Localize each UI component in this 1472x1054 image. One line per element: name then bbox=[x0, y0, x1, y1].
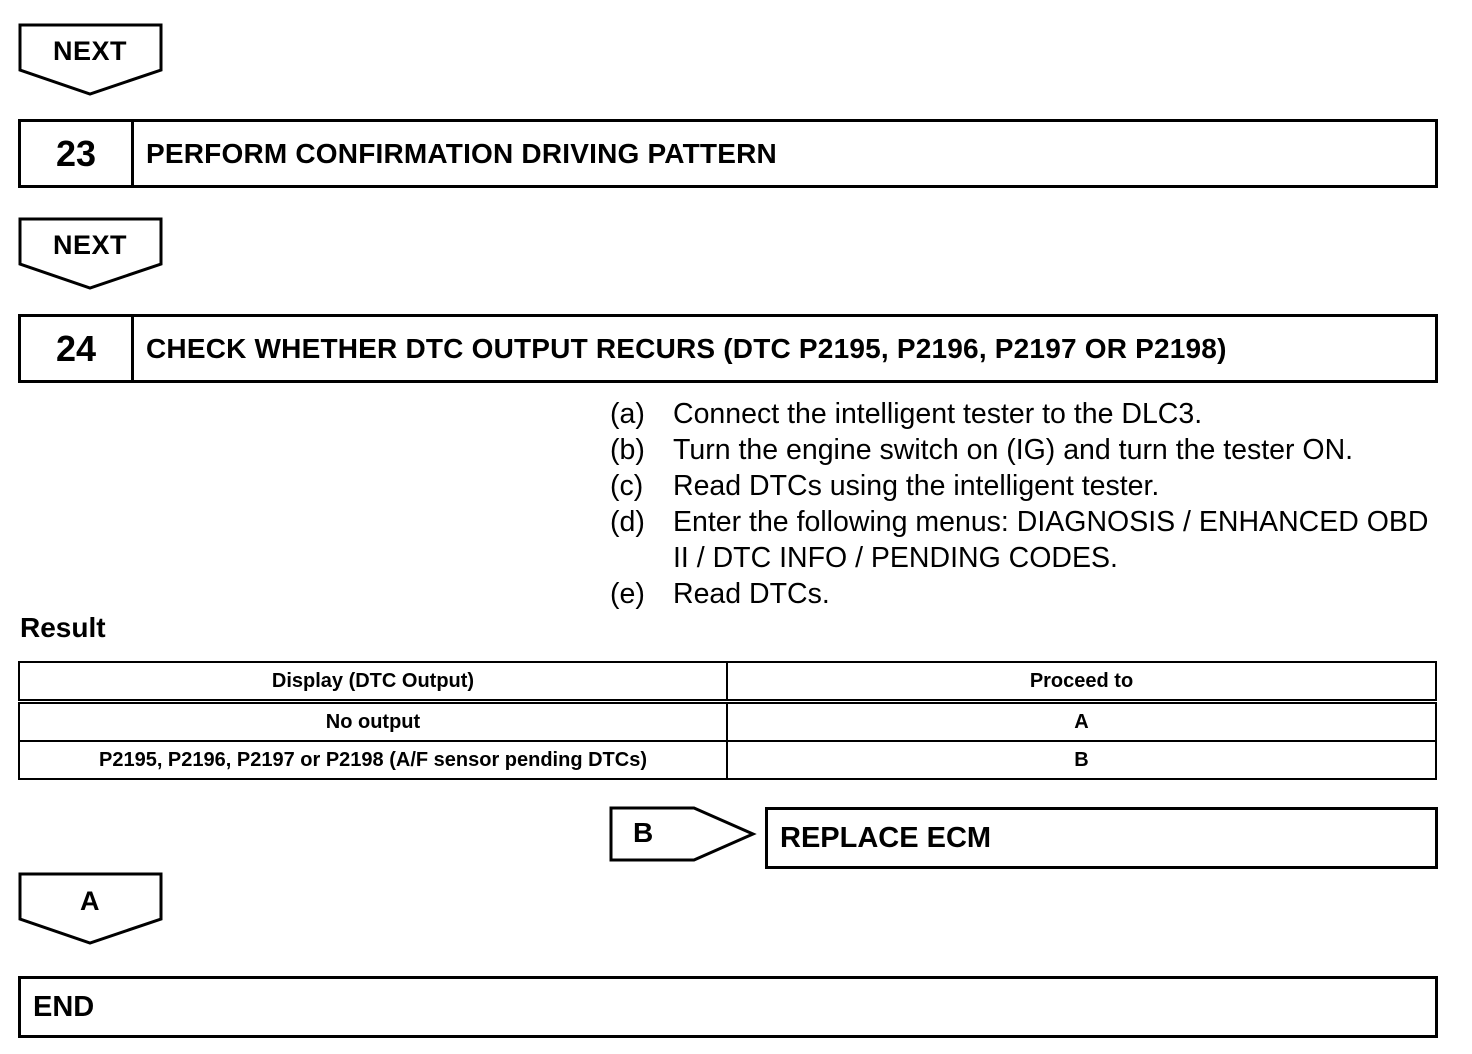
header-display: Display (DTC Output) bbox=[19, 662, 727, 702]
instruction-item bbox=[610, 432, 1430, 468]
instruction-list bbox=[610, 396, 1430, 612]
step-24-box bbox=[18, 314, 1438, 383]
step-23-number: 23 bbox=[21, 122, 134, 185]
instruction-text: Read DTCs. bbox=[673, 578, 830, 610]
table-row bbox=[19, 741, 1436, 779]
instruction-item bbox=[610, 468, 1430, 504]
instruction-text: Turn the engine switch on (IG) and turn the tester ON. bbox=[673, 434, 1354, 466]
proceed-cell: A bbox=[727, 702, 1436, 742]
replace-ecm-box: REPLACE ECM bbox=[765, 807, 1438, 869]
instruction-letter: (a) bbox=[610, 398, 645, 430]
step-23-box bbox=[18, 119, 1438, 188]
result-table bbox=[18, 661, 1437, 780]
instruction-letter: (c) bbox=[610, 470, 644, 502]
result-label: Result bbox=[20, 612, 106, 643]
instruction-letter: (d) bbox=[610, 506, 645, 538]
table-header-row bbox=[19, 662, 1436, 702]
a-label: A bbox=[80, 886, 100, 916]
next-label-2: NEXT bbox=[52, 230, 127, 260]
proceed-cell: B bbox=[727, 741, 1436, 779]
b-label: B bbox=[633, 817, 654, 848]
table-row bbox=[19, 702, 1436, 742]
instruction-text: Connect the intelligent tester to the DLC3. bbox=[673, 398, 1203, 430]
instruction-letter: (b) bbox=[610, 434, 645, 466]
instruction-item bbox=[610, 576, 1430, 612]
instruction-text: Enter the following menus: DIAGNOSIS / ENHANCED OBD II / DTC INFO / PENDING CODES. bbox=[673, 506, 1429, 574]
step-24-title: CHECK WHETHER DTC OUTPUT RECURS (DTC P2195, P2196, P2197 OR P2198) bbox=[146, 332, 1227, 364]
end-box: END bbox=[18, 976, 1438, 1038]
instruction-item bbox=[610, 396, 1430, 432]
next-label-1: NEXT bbox=[52, 36, 127, 66]
instruction-item bbox=[610, 504, 1430, 576]
display-cell: P2195, P2196, P2197 or P2198 (A/F sensor pending DTCs) bbox=[19, 741, 727, 779]
instruction-letter: (e) bbox=[610, 578, 645, 610]
instruction-text: Read DTCs using the intelligent tester. bbox=[673, 470, 1160, 502]
header-proceed: Proceed to bbox=[727, 662, 1436, 702]
display-cell: No output bbox=[19, 702, 727, 742]
step-24-number: 24 bbox=[21, 317, 134, 380]
step-23-title: PERFORM CONFIRMATION DRIVING PATTERN bbox=[146, 137, 777, 169]
